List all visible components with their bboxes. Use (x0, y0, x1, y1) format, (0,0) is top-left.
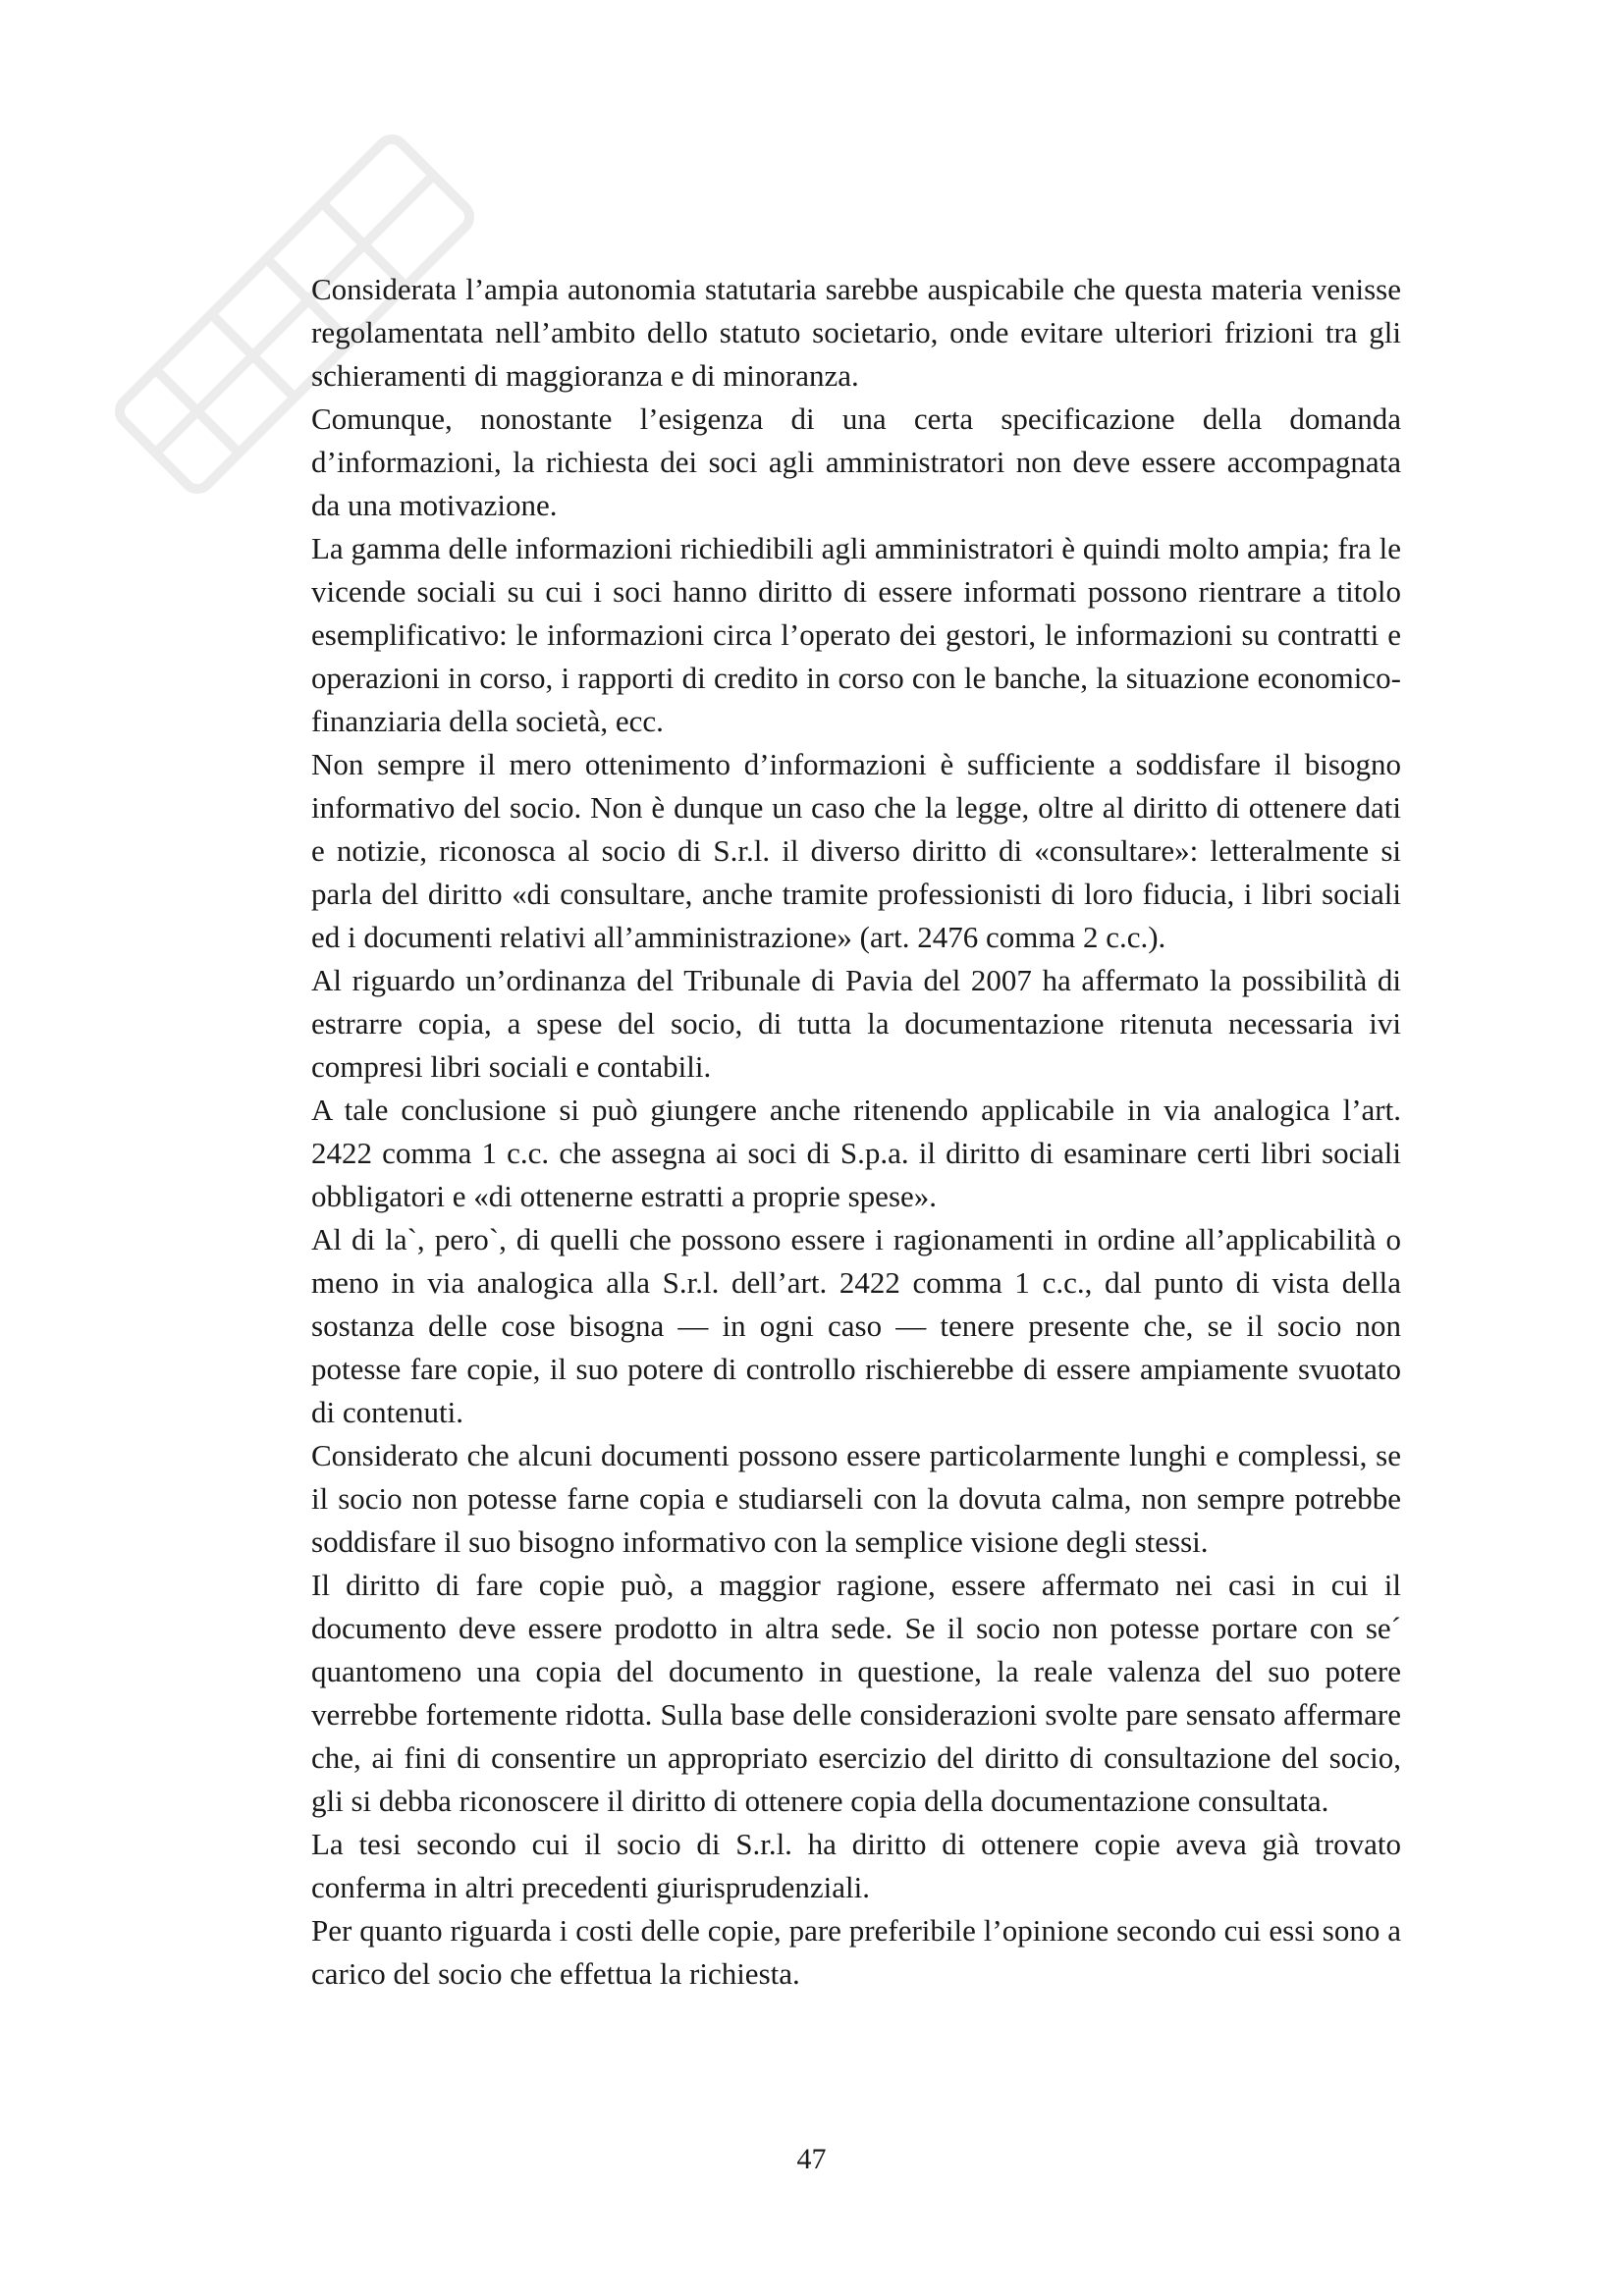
paragraph-1: Considerata l’ampia autonomia statutaria sarebbe auspicabile che questa materia venisse regolamentata nell’ambito dello statuto societario, onde evitare ulteriori frizioni tra gli schieramenti di maggioranza e di minoranza. (311, 272, 1401, 393)
paragraph-3: La gamma delle informazioni richiedibili agli amministratori è quindi molto ampia; fra le vicende sociali su cui i soci hanno diritto di essere informati possono rientrare a titolo esemplificativo: le informazioni circa l’operato dei gestori, le informazioni su contratti e operazioni in corso, i rapporti di credito in corso con le banche, la situazione economico-finanziaria della società, ecc. (311, 531, 1401, 738)
paragraph-4: Non sempre il mero ottenimento d’informazioni è sufficiente a soddisfare il bisogno informativo del socio. Non è dunque un caso che la legge, oltre al diritto di ottenere dati e notizie, riconosca al socio di S.r.l. il diverso diritto di «consultare»: letteralmente si parla del diritto «di consultare, anche tramite professionisti di loro fiducia, i libri sociali ed i documenti relativi all’amministrazione» (art. 2476 comma 2 c.c.). (311, 747, 1401, 954)
paragraph-7: Al di la`, pero`, di quelli che possono essere i ragionamenti in ordine all’applicabilità o meno in via analogica alla S.r.l. dell’art. 2422 comma 1 c.c., dal punto di vista della sostanza delle cose bisogna — in ogni caso — tenere presente che, se il socio non potesse fare copie, il suo potere di controllo rischierebbe di essere ampiamente svuotato di contenuti. (311, 1222, 1401, 1429)
page-number: 47 (796, 2143, 827, 2175)
paragraph-5: Al riguardo un’ordinanza del Tribunale di Pavia del 2007 ha affermato la possibilità di estrarre copia, a spese del socio, di tutta la documentazione ritenuta necessaria ivi compresi libri sociali e contabili. (311, 963, 1401, 1084)
paragraph-6: A tale conclusione si può giungere anche ritenendo applicabile in via analogica l’art. 2422 comma 1 c.c. che assegna ai soci di S.p.a. il diritto di esaminare certi libri sociali obbligatori e «di ottenerne estratti a proprie spese». (311, 1093, 1401, 1213)
paragraph-11: Per quanto riguarda i costi delle copie, pare preferibile l’opinione secondo cui essi sono a carico del socio che effettua la richiesta. (311, 1913, 1401, 1991)
paragraph-10: La tesi secondo cui il socio di S.r.l. ha diritto di ottenere copie aveva già trovato conferma in altri precedenti giurisprudenziali. (311, 1827, 1401, 1904)
paragraph-8: Considerato che alcuni documenti possono essere particolarmente lunghi e complessi, se il socio non potesse farne copia e studiarseli con la dovuta calma, non sempre potrebbe soddisfare il suo bisogno informativo con la semplice visione degli stessi. (311, 1438, 1401, 1559)
paragraph-2: Comunque, nonostante l’esigenza di una certa specificazione della domanda d’informazioni, la richiesta dei soci agli amministratori non deve essere accompagnata da una motivazione. (311, 401, 1401, 522)
body-text (311, 268, 1401, 1996)
paragraph-9: Il diritto di fare copie può, a maggior ragione, essere affermato nei casi in cui il documento deve essere prodotto in altra sede. Se il socio non potesse portare con se´ quantomeno una copia del documento in questione, la reale valenza del suo potere verrebbe fortemente ridotta. Sulla base delle considerazioni svolte pare sensato affermare che, ai fini di consentire un appropriato esercizio del diritto di consultazione del socio, gli si debba riconoscere il diritto di ottenere copia della documentazione consultata. (311, 1568, 1401, 1818)
